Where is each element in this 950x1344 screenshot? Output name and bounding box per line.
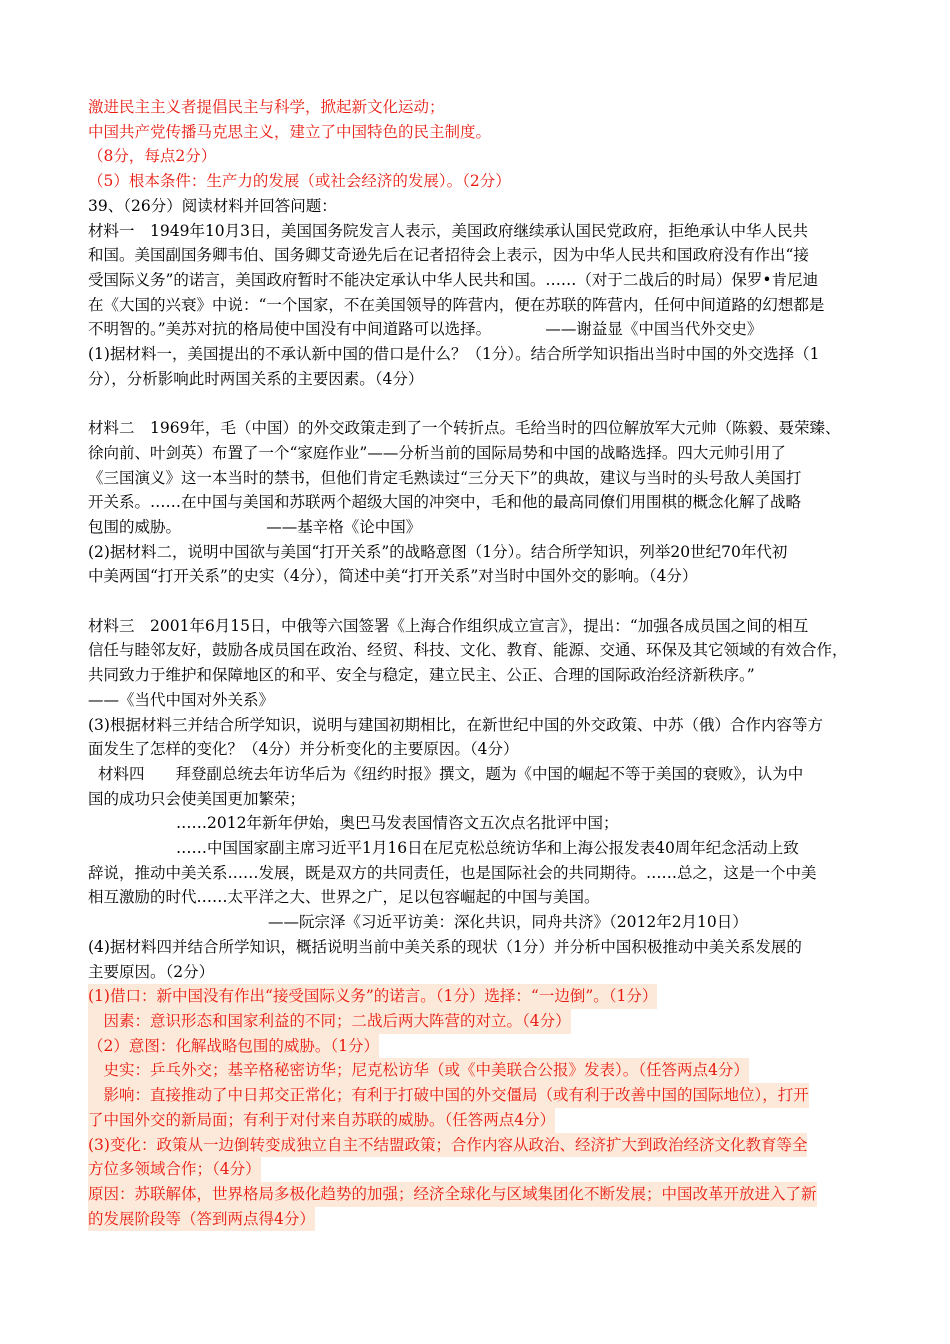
answer-line-highlighted: (1)借口：新中国没有作出“接受国际义务”的诺言。（1分）选择：“一边倒”。（1分） bbox=[88, 984, 863, 1009]
answer-line-highlighted: 原因：苏联解体，世界格局多极化趋势的加强；经济全球化与区域集团化不断发展；中国改革开放进入了新 bbox=[88, 1182, 863, 1207]
answer-line: 中国共产党传播马克思主义，建立了中国特色的民主制度。 bbox=[88, 122, 492, 141]
material-line: 和国。美国副国务卿韦伯、国务卿艾奇逊先后在记者招待会上表示，因为中华人民共和国政府没有作出“接 bbox=[88, 246, 809, 265]
material-line: 包围的威胁。 ——基辛格《论中国》 bbox=[88, 517, 422, 536]
material-line: ……中国国家副主席习近平1月16日在尼克松总统访华和上海公报发表40周年纪念活动上致 bbox=[176, 839, 799, 858]
material-line: 材料二 1969年，毛（中国）的外交政策走到了一个转折点。毛给当时的四位解放军大元帅（陈毅、聂荣臻、 bbox=[88, 419, 841, 438]
question-line: (1)据材料一，美国提出的不承认新中国的借口是什么？（1分）。结合所学知识指出当时中国的外交选择（1 bbox=[88, 345, 820, 364]
question-line: 主要原因。（2分） bbox=[88, 962, 215, 981]
answer-line-highlighted: (3)变化：政策从一边倒转变成独立自主不结盟政策；合作内容从政治、经济扩大到政治经济文化教育等全 bbox=[88, 1133, 863, 1158]
material-line: 材料一 1949年10月3日，美国国务院发言人表示，美国政府继续承认国民党政府，拒绝承认中华人民共 bbox=[88, 221, 809, 240]
material-line: 辞说，推动中美关系……发展，既是双方的共同责任，也是国际社会的共同期待。……总之，这是一个中美 bbox=[88, 863, 817, 882]
question-line: (4)据材料四并结合所学知识，概括说明当前中美关系的现状（1分）并分析中国积极推动中美关系发展的 bbox=[88, 937, 802, 956]
material-line: 开关系。……在中国与美国和苏联两个超级大国的冲突中，毛和他的最高同僚们用围棋的概念化解了战略 bbox=[88, 493, 802, 512]
material-line: 受国际义务”的诺言，美国政府暂时不能决定承认中华人民共和国。……（对于二战后的时局）保罗•肯尼迪 bbox=[88, 270, 819, 289]
material-line: 材料三 2001年6月15日，中俄等六国签署《上海合作组织成立宣言》，提出：“加强各成员国之间的相互 bbox=[88, 616, 809, 635]
material-line: 不明智的。”美苏对抗的格局使中国没有中间道路可以选择。 ——谢益显《中国当代外交史》 bbox=[88, 320, 763, 339]
material-line: 共同致力于维护和保障地区的和平、安全与稳定，建立民主、公正、合理的国际政治经济新秩序。” bbox=[88, 666, 755, 685]
question-line: (2)据材料二，说明中国欲与美国“打开关系”的战略意图（1分）。结合所学知识，列举20世纪70年代初 bbox=[88, 542, 788, 561]
answer-line-highlighted: 了中国外交的新局面；有利于对付来自苏联的威胁。（任答两点4分） bbox=[88, 1108, 863, 1133]
answer-line-highlighted: 影响：直接推动了中日邦交正常化；有利于打破中国的外交僵局（或有利于改善中国的国际地位），打开 bbox=[88, 1083, 863, 1108]
question-line: 中美两国“打开关系”的史实（4分），简述中美“打开关系”对当时中国外交的影响。（4分） bbox=[88, 567, 698, 586]
material-line: 在《大国的兴衰》中说：“一个国家，不在美国领导的阵营内，便在苏联的阵营内，任何中间道路的幻想都是 bbox=[88, 295, 825, 314]
material-line: 《三国演义》这一本当时的禁书，但他们肯定毛熟读过“三分天下”的典故，建议与当时的头号敌人美国打 bbox=[88, 468, 802, 487]
answer-line-highlighted: 的发展阶段等（答到两点得4分） bbox=[88, 1207, 863, 1232]
answer-line-highlighted: （2）意图：化解战略包围的威胁。（1分） bbox=[88, 1034, 863, 1059]
material-line: 相互激励的时代……太平洋之大、世界之广，足以包容崛起的中国与美国。 bbox=[88, 888, 600, 907]
answer-line: （8分，每点2分） bbox=[88, 147, 217, 166]
answer-line-highlighted: 史实：乒乓外交；基辛格秘密访华；尼克松访华（或《中美联合公报》发表）。（任答两点4分） bbox=[88, 1058, 863, 1083]
material-source: ——阮宗泽《习近平访美：深化共识，同舟共济》（2012年2月10日） bbox=[268, 913, 748, 932]
answer-line-highlighted: 方位多领域合作；（4分） bbox=[88, 1157, 863, 1182]
material-line: 材料四 拜登副总统去年访华后为《纽约时报》撰文，题为《中国的崛起不等于美国的衰败》，认为中 bbox=[98, 764, 804, 783]
document-page bbox=[88, 95, 863, 1231]
question-line: 分），分析影响此时两国关系的主要因素。（4分） bbox=[88, 369, 424, 388]
question-line: (3)根据材料三并结合所学知识，说明与建国初期相比，在新世纪中国的外交政策、中苏（俄）合作内容等方 bbox=[88, 715, 823, 734]
answer-line-highlighted: 因素：意识形态和国家利益的不同；二战后两大阵营的对立。（4分） bbox=[88, 1009, 863, 1034]
material-line: 国的成功只会使美国更加繁荣； bbox=[88, 789, 306, 808]
material-line: 徐向前、叶剑英）布置了一个“家庭作业”——分析当前的国际局势和中国的战略选择。四大元帅引用了 bbox=[88, 443, 786, 462]
material-line: ……2012年新年伊始，奥巴马发表国情咨文五次点名批评中国； bbox=[176, 814, 619, 833]
answer-line: （5）根本条件：生产力的发展（或社会经济的发展）。（2分） bbox=[88, 172, 511, 191]
material-line: 信任与睦邻友好，鼓励各成员国在政治、经贸、科技、文化、教育、能源、交通、环保及其它领域的有效合作， bbox=[88, 641, 848, 660]
spacer bbox=[88, 589, 863, 614]
question-line: 面发生了怎样的变化？（4分）并分析变化的主要原因。（4分） bbox=[88, 740, 519, 759]
question-header: 39、（26分）阅读材料并回答问题： bbox=[88, 196, 337, 215]
answer-line: 激进民主主义者提倡民主与科学，掀起新文化运动； bbox=[88, 98, 445, 116]
material-source: ——《当代中国对外关系》 bbox=[88, 690, 275, 709]
spacer bbox=[88, 391, 863, 416]
